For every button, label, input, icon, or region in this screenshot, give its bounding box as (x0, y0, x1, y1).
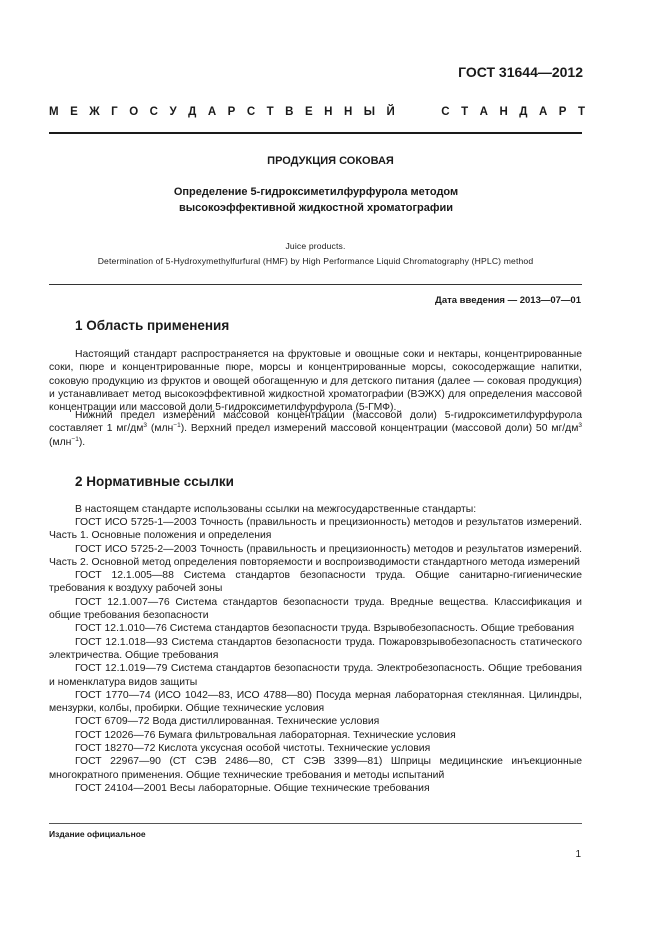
reference-item: ГОСТ 12.1.010—76 Система стандартов безопасности труда. Взрывобезопасность. Общие требования (75, 623, 575, 635)
heading-letter: О (129, 106, 139, 118)
reference-item: ГОСТ 12.1.019—79 Система стандартов безопасности труда. Электробезопасность. Общие требования и номенклатура видов защиты (49, 663, 582, 688)
heading-letter: Ж (89, 106, 100, 118)
english-title-line-1: Juice products. (285, 241, 346, 251)
edition-note: Издание официальное (49, 829, 146, 839)
heading-word-gap (424, 106, 430, 118)
heading-letter: Н (499, 106, 508, 118)
heading-letter: Г (111, 106, 118, 118)
heading-letter: Н (324, 106, 333, 118)
heading-letter: С (441, 106, 450, 118)
footer-divider (49, 823, 582, 824)
heading-word-gap (406, 106, 412, 118)
method-title (0, 184, 632, 216)
unit-exponent: 3 (143, 422, 148, 430)
measurement-range-text-2: (млн (147, 423, 174, 435)
english-title (49, 239, 582, 269)
method-title-line-1: Определение 5-гидроксиметилфурфурола методом (173, 186, 459, 198)
reference-item: ГОСТ ИСО 5725-1—2003 Точность (правильность и прецизионность) методов и результатов измерений. Часть 1. Основные положения и определения (49, 517, 582, 542)
document-code: ГОСТ 31644—2012 (458, 64, 583, 80)
heading-letter: Е (304, 106, 313, 118)
heading-letter: Р (558, 106, 567, 118)
section-1-paragraph-2 (49, 409, 582, 449)
unit-exponent: 3 (578, 422, 582, 430)
english-title-line-2: Determination of 5-Hydroxymethylfurfural (HMF) by High Performance Liquid Chromatography (HPLC) method (97, 256, 534, 266)
heading-letter: Т (266, 106, 274, 118)
reference-item: ГОСТ 12.1.018—93 Система стандартов безопасности труда. Пожаровзрывобезопасность статического электричества. Общие требования (49, 636, 582, 661)
title-divider (49, 284, 582, 285)
product-title: ПРОДУКЦИЯ СОКОВАЯ (267, 155, 394, 167)
heading-letter: С (246, 106, 256, 118)
method-title-line-2: высокоэффективной жидкостной хроматографии (178, 202, 454, 214)
section-1-paragraph-1: Настоящий стандарт распространяется на фруктовые и овощные соки и нектары, концентрированные соки, пюре и концентрированные пюре, морсы и концентрированные морсы, сокосодержащие напитки, соковую продукцию из фруктов и овощей обогащенную и для детского питания (далее — соковая продукция) и устанавливает метод высокоэффективной жидкостной хроматографии (ВЭЖХ) для определения массовой концентрации или массовой доли 5-гидроксиметилфурфурола (5-ГМФ). (49, 349, 582, 414)
heading-letter: Д (188, 106, 197, 118)
section-2-intro: В настоящем стандарте использованы ссылки на межгосударственные стандарты: (75, 504, 477, 515)
reference-item: ГОСТ 1770—74 (ИСО 1042—83, ИСО 4788—80) Посуда мерная лабораторная стеклянная. Цилиндры, мензурки, колбы, пробирки. Общие технические условия (49, 689, 582, 715)
reference-item: ГОСТ ИСО 5725-2—2003 Точность (правильность и прецизионность) методов и результатов измерений. Часть 2. Основной метод определения повторяемости и воспроизводимости стандартного метода измерений (49, 543, 582, 568)
heading-letter: Р (227, 106, 236, 118)
section-2-heading: 2 Нормативные ссылки (75, 474, 234, 489)
header-divider (49, 132, 582, 134)
heading-letter: Й (386, 106, 395, 118)
section-1-heading: 1 Область применения (75, 318, 230, 333)
unit-exponent: −1 (71, 435, 79, 443)
measurement-range-text-5: ). (78, 436, 86, 448)
heading-letter: Т (461, 106, 469, 118)
heading-letter: В (285, 106, 294, 118)
page-number: 1 (575, 849, 581, 860)
normative-references-list (49, 516, 582, 795)
heading-letter: М (49, 106, 59, 118)
heading-letter: С (149, 106, 158, 118)
heading-letter: А (207, 106, 217, 118)
heading-letter: Н (343, 106, 353, 118)
heading-letter: А (538, 106, 548, 118)
heading-letter: Ы (363, 106, 376, 118)
reference-item: ГОСТ 12.1.005—88 Система стандартов безопасности труда. Общие санитарно-гигиенические требования к воздуху рабочей зоны (49, 570, 582, 595)
reference-item: ГОСТ 12.1.007—76 Система стандартов безопасности труда. Вредные вещества. Классификация и общие требования безопасности (49, 596, 582, 622)
measurement-range-text-1: Нижний предел измерений массовой концентрации (массовой доли) 5-гидроксиметилфурфурола составляет 1 мг/дм (49, 410, 582, 435)
heading-letter: Д (519, 106, 528, 118)
measurement-range-text-4: (млн (49, 436, 72, 448)
reference-item: ГОСТ 6709—72 Вода дистиллированная. Технические условия (75, 716, 380, 728)
reference-item: ГОСТ 12026—76 Бумага фильтровальная лабораторная. Технические условия (75, 729, 456, 741)
unit-exponent: −1 (173, 422, 181, 430)
reference-item: ГОСТ 18270—72 Кислота уксусная особой чистоты. Технические условия (75, 743, 431, 755)
measurement-range-text-3: ). Верхний предел измерений массовой концентрации (массовой доли) 50 мг/дм (180, 423, 579, 435)
reference-item: ГОСТ 24104—2001 Весы лабораторные. Общие технические требования (75, 782, 430, 794)
reference-item: ГОСТ 22967—90 (СТ СЭВ 2486—80, СТ СЭВ 3399—81) Шприцы медицинские инъекционные многократного применения. Общие технические требования и методы испытаний (49, 756, 582, 781)
heading-letter: А (479, 106, 488, 118)
effective-date: Дата введения — 2013—07—01 (435, 295, 581, 306)
standard-type-heading (49, 106, 585, 118)
heading-letter: Т (577, 106, 585, 118)
heading-letter: Е (70, 106, 78, 118)
heading-letter: У (169, 106, 177, 118)
